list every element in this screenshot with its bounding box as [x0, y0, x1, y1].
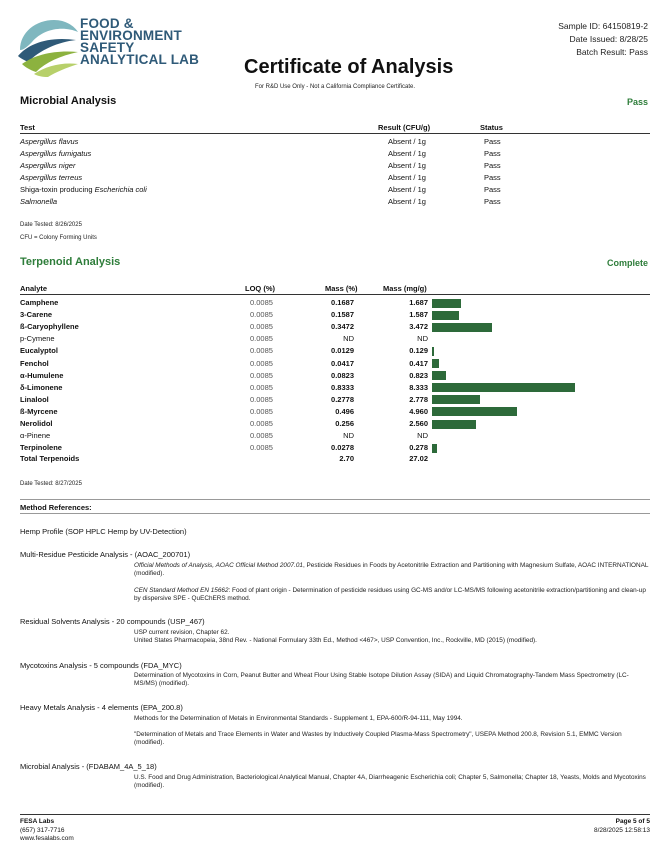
analyte-mass-pct: 0.2778: [331, 394, 354, 404]
analyte-mass-pct: 0.0823: [331, 370, 354, 380]
method-text: , Pesticide Residues in Foods by Acetonitrile Extraction and Partitioning with Magnesium Sulfate, AOAC INTERNATIONAL (modified).: [134, 562, 649, 578]
footer-company-block: [20, 818, 74, 844]
analyte-mass-mg: 4.960: [409, 406, 428, 416]
method-description: [134, 587, 650, 604]
analyte-mass-bar: [432, 383, 575, 392]
analyte-mass-bar: [432, 311, 459, 320]
analyte-mass-pct: ND: [343, 431, 354, 441]
analyte-name: α-Pinene: [20, 431, 51, 441]
microbial-status: Pass: [484, 161, 501, 170]
method-title: Mycotoxins Analysis - 5 compounds (FDA_MYC): [20, 661, 182, 670]
methods-heading: Method References:: [20, 503, 92, 512]
microbial-test: Salmonella: [20, 197, 58, 206]
logo-line: FOOD &: [80, 16, 134, 31]
method-citation: Official Methods of Analysis, AOAC Official Method 2007.01: [134, 562, 303, 569]
analyte-mass-mg: 0.278: [409, 443, 428, 453]
logo-line: ANALYTICAL LAB: [80, 52, 200, 67]
col-header-test: Test: [20, 123, 35, 132]
microbial-test: [20, 185, 147, 194]
microbial-status: Pass: [484, 197, 501, 206]
analyte-name: p-Cymene: [20, 334, 55, 344]
analyte-name: Eucalyptol: [20, 346, 58, 356]
table-rule: [20, 294, 650, 295]
analyte-loq: 0.0085: [250, 298, 273, 307]
analyte-mass-pct: 0.256: [335, 419, 354, 428]
batch-result: Batch Result: Pass: [576, 47, 648, 57]
microbial-result: Absent / 1g: [388, 197, 426, 206]
footer-rule: [20, 814, 650, 815]
sample-meta: [558, 20, 648, 59]
analyte-mass-pct: 0.0129: [331, 346, 354, 356]
col-header-result: Result (CFU/g): [378, 123, 431, 132]
microbial-status: Pass: [484, 149, 501, 158]
analyte-mass-mg: ND: [417, 334, 428, 344]
document-title: Certificate of Analysis: [244, 56, 454, 78]
logo-line: SAFETY: [80, 40, 135, 55]
cfu-note: CFU = Colony Forming Units: [20, 235, 97, 241]
analyte-loq: 0.0085: [250, 431, 273, 441]
footer-company: FESA Labs: [20, 818, 55, 825]
method-description: Methods for the Determination of Metals in Environmental Standards - Supplement 1, EPA-600/R-94-111, May 1994.: [134, 715, 463, 722]
analyte-loq: 0.0085: [250, 322, 273, 332]
col-header-analyte: Analyte: [20, 284, 48, 293]
sample-id: Sample ID: 64150819-2: [558, 21, 648, 31]
method-description: "Determination of Metals and Trace Elements in Water and Wastes by Inductively Coupled Plasma-Mass Spectrometry", USEPA Method 200.8, Revision 5.1, EMMC Version (modified).: [134, 731, 622, 747]
footer-page-number: Page 5 of 5: [615, 818, 650, 825]
method-title: Microbial Analysis - (FDABAM_4A_5_18): [20, 762, 157, 771]
analyte-name: Linalool: [20, 394, 49, 404]
col-header-mass-mg: Mass (mg/g): [383, 284, 427, 293]
method-description: [134, 562, 650, 579]
analyte-mass-mg: 1.587: [409, 310, 428, 320]
analyte-mass-pct: 0.496: [335, 406, 354, 416]
col-header-mass-pct: Mass (%): [325, 284, 358, 293]
analyte-mass-bar: [432, 395, 480, 404]
method-title: Heavy Metals Analysis - 4 elements (EPA_200.8): [20, 703, 183, 712]
col-header-loq: LOQ (%): [245, 284, 275, 293]
analyte-mass-bar: [432, 323, 492, 332]
microbial-result: Absent / 1g: [388, 161, 426, 170]
footer-website: www.fesalabs.com: [20, 835, 74, 842]
method-title: Hemp Profile (SOP HPLC Hemp by UV-Detection): [20, 527, 187, 536]
analyte-loq: 0.0085: [250, 346, 273, 356]
total-mass-pct: 2.70: [339, 454, 354, 463]
analyte-mass-bar: [432, 347, 434, 356]
analyte-loq: 0.0085: [250, 370, 273, 380]
microbial-section-title: Microbial Analysis: [20, 95, 117, 107]
table-rule: [20, 133, 650, 134]
analyte-name: ß-Myrcene: [20, 406, 58, 416]
analyte-name: ß-Caryophyllene: [20, 322, 79, 332]
analyte-loq: 0.0085: [250, 406, 273, 416]
analyte-mass-pct: ND: [343, 334, 354, 344]
footer-page-block: [594, 818, 650, 835]
analyte-mass-bar: [432, 359, 439, 368]
terpenoid-status: Complete: [606, 258, 648, 268]
col-header-status: Status: [480, 123, 503, 132]
analyte-mass-mg: 8.333: [409, 382, 428, 392]
test-organism: Escherichia coli: [94, 185, 147, 194]
analyte-name: 3-Carene: [20, 310, 53, 320]
analyte-name: Fenchol: [20, 358, 49, 368]
microbial-result: Absent / 1g: [388, 149, 426, 158]
analyte-mass-mg: 0.129: [409, 346, 428, 356]
analyte-mass-pct: 0.3472: [331, 322, 354, 332]
analyte-mass-mg: 2.560: [409, 419, 428, 428]
analyte-mass-bar: [432, 420, 476, 429]
method-description: Determination of Mycotoxins in Corn, Peanut Butter and Wheat Flour Using Stable Isotope Dilution Assay (SIDA) and Liquid Chromatography-Tandem Mass Spectrometry (LC-MS/MS) (modified).: [134, 672, 629, 688]
analyte-mass-mg: 1.687: [409, 298, 428, 307]
microbial-result: Absent / 1g: [388, 173, 426, 182]
analyte-name: Camphene: [20, 298, 59, 307]
analyte-mass-bar: [432, 299, 461, 308]
method-description: USP current revision, Chapter 62.: [134, 629, 230, 636]
analyte-mass-bar: [432, 371, 446, 380]
analyte-loq: 0.0085: [250, 358, 273, 368]
microbial-test: Aspergillus flavus: [20, 137, 79, 146]
method-description: U.S. Food and Drug Administration, Bacteriological Analytical Manual, Chapter 4A, Diarrheagenic Escherichia coli; Chapter 5, Salmonella; Chapter 18, Yeasts, Molds and Mycotoxins (modified).: [134, 774, 646, 790]
method-text: : Food of plant origin - Determination of pesticide residues using GC-MS and/or LC-MS/MS following acetonitrile extraction/partitioning and clean-up by dispersive SPE - QuEChERS method.: [134, 587, 646, 603]
method-description: United States Pharmacopeia, 38nd Rev. - National Formulary 33th Ed., Method <467>, USP Convention, Inc., Rockville, MD (2015) (modified).: [134, 637, 537, 644]
logo-line: ENVIRONMENT: [80, 28, 182, 43]
analyte-mass-pct: 0.0417: [331, 358, 354, 368]
analyte-mass-mg: ND: [417, 431, 428, 441]
analyte-mass-pct: 0.1687: [331, 298, 354, 307]
terpenoid-date-tested: Date Tested: 8/27/2025: [20, 481, 82, 487]
microbial-status: Pass: [484, 173, 501, 182]
analyte-name: Nerolidol: [20, 419, 53, 428]
total-label: Total Terpenoids: [20, 454, 80, 463]
footer-phone: (657) 317-7716: [20, 826, 65, 834]
analyte-loq: 0.0085: [250, 310, 273, 320]
microbial-result: Absent / 1g: [388, 185, 426, 194]
analyte-name: Terpinolene: [20, 443, 62, 453]
microbial-test: Aspergillus fumigatus: [20, 149, 92, 158]
date-issued: Date Issued: 8/28/25: [569, 34, 648, 44]
microbial-test: Aspergillus terreus: [20, 173, 83, 182]
analyte-loq: 0.0085: [250, 382, 273, 392]
methods-rule-top: [20, 499, 650, 500]
analyte-name: α-Humulene: [20, 370, 64, 380]
method-title: Residual Solvents Analysis - 20 compounds (USP_467): [20, 617, 205, 626]
total-mass-mg: 27.02: [409, 454, 428, 463]
analyte-mass-mg: 0.823: [409, 370, 428, 380]
analyte-mass-pct: 0.0278: [331, 443, 354, 453]
analyte-mass-pct: 0.8333: [331, 382, 354, 392]
analyte-loq: 0.0085: [250, 443, 273, 453]
microbial-status: Pass: [484, 137, 501, 146]
analyte-name: δ-Limonene: [20, 382, 63, 392]
footer-timestamp: 8/28/2025 12:58:13: [593, 826, 650, 834]
disclaimer: For R&D Use Only - Not a California Compliance Certificate.: [254, 84, 416, 90]
microbial-status: Pass: [626, 97, 648, 107]
microbial-test: Aspergillus niger: [20, 161, 76, 170]
analyte-mass-mg: 3.472: [409, 322, 428, 332]
analyte-mass-mg: 0.417: [409, 358, 428, 368]
analyte-mass-mg: 2.778: [409, 394, 428, 404]
analyte-mass-bar: [432, 407, 517, 416]
analyte-loq: 0.0085: [250, 334, 273, 344]
analyte-loq: 0.0085: [250, 419, 273, 428]
microbial-status: Pass: [484, 185, 501, 194]
analyte-loq: 0.0085: [250, 394, 273, 404]
terpenoid-section-title: Terpenoid Analysis: [20, 256, 121, 268]
method-title: Multi-Residue Pesticide Analysis - (AOAC_200701): [20, 550, 191, 559]
logo-mark-icon: [14, 14, 80, 78]
analyte-mass-bar: [432, 444, 437, 453]
methods-rule-bottom: [20, 513, 650, 514]
test-prefix: Shiga-toxin producing: [20, 185, 95, 194]
microbial-date-tested: Date Tested: 8/26/2025: [20, 222, 82, 228]
method-citation: CEN Standard Method EN 15662: [134, 587, 229, 594]
logo-wordmark: [80, 18, 199, 66]
analyte-mass-pct: 0.1587: [331, 310, 354, 320]
microbial-result: Absent / 1g: [388, 137, 426, 146]
